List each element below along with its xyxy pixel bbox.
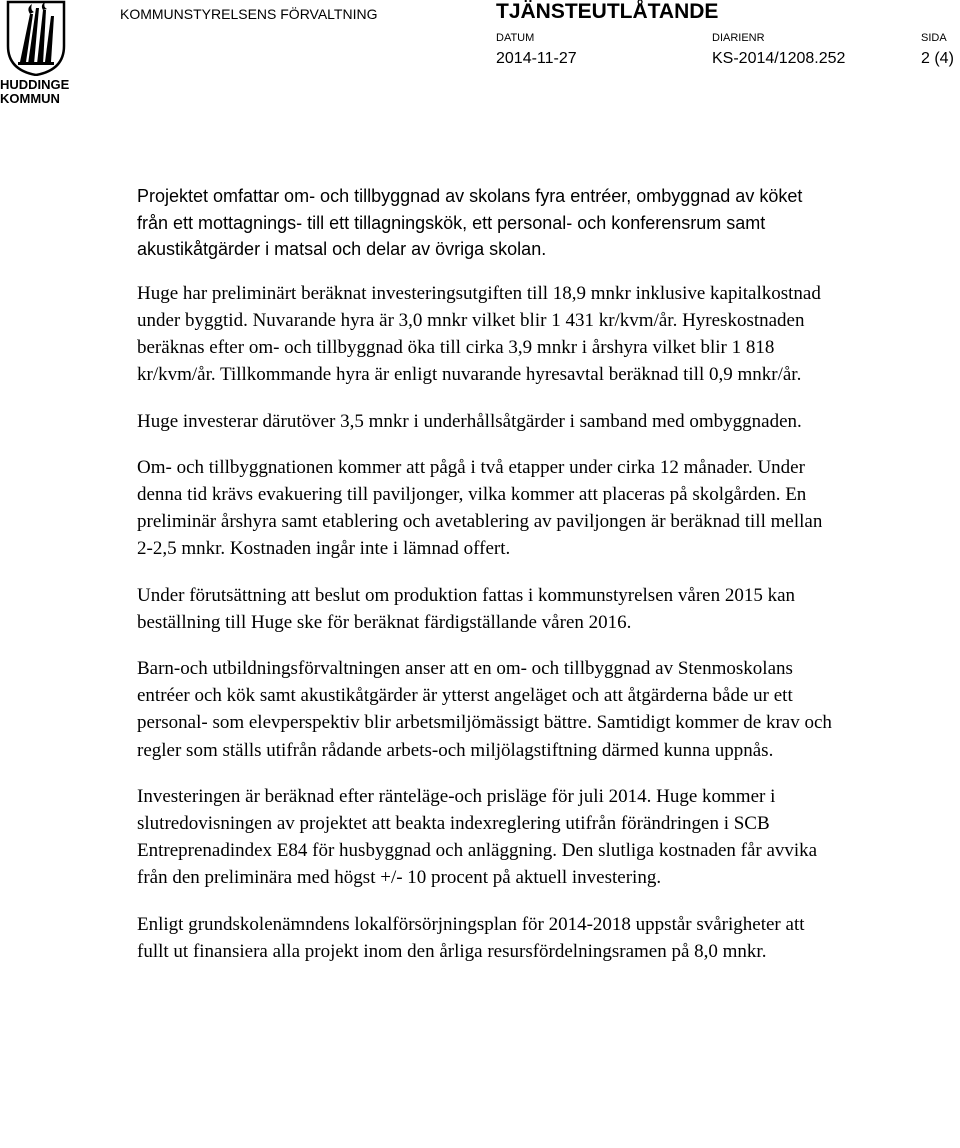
logo-line-1: HUDDINGE <box>0 77 70 92</box>
paragraph: Huge investerar därutöver 3,5 mnkr i underhållsåtgärder i samband med ombyggnaden. <box>137 410 802 432</box>
paragraph: Barn-och utbildningsförvaltningen anser att en om- och tillbyggnad av Stenmoskolans entréer och kök samt akustikåtgärder är ytterst angeläget och att åtgärderna både ur ett personal- som elevperspektiv blir arbetsmiljömässigt bättre. Samtidigt kommer de krav och regler som ställs utifrån rådande arbets-och miljölagstiftning därmed kunna uppnås. <box>137 658 832 761</box>
paragraph: Huge har preliminärt beräknat investeringsutgiften till 18,9 mnkr inklusive kapitalkostnad under byggtid. Nuvarande hyra är 3,0 mnkr vilket blir 1 431 kr/kvm/år. Hyreskostnaden beräknas efter om- och tillbyggnad öka till cirka 3,9 mnkr i årshyra vilket blir 1 818 kr/kvm/år. Tillkommande hyra är enligt nuvarande hyresavtal beräknad till 0,9 mnkr/år. <box>137 282 821 386</box>
huddinge-logo <box>0 0 72 108</box>
date-label: DATUM <box>496 32 535 44</box>
paragraph: Enligt grundskolenämndens lokalförsörjningsplan för 2014-2018 uppstår svårigheter att fullt ut finansiera alla projekt inom den årliga resursfördelningsramen på 8,0 mnkr. <box>137 913 805 962</box>
date-value: 2014-11-27 <box>496 50 577 67</box>
logo-line-2: KOMMUN <box>0 91 60 106</box>
diary-label: DIARIENR <box>712 32 765 44</box>
page-value: 2 (4) <box>921 50 954 67</box>
paragraph: Investeringen är beräknad efter ränteläge-och prisläge för juli 2014. Huge kommer i slutredovisningen av projektet att beakta indexreglering utifrån förändringen i SCB Entreprenadindex E84 för husbyggnad och anläggning. Den slutliga kostnaden får avvika från den preliminära med högst +/- 10 procent på aktuell investering. <box>137 785 818 889</box>
document-type: TJÄNSTEUTLÅTANDE <box>496 0 719 23</box>
paragraph: Om- och tillbyggnationen kommer att pågå i två etapper under cirka 12 månader. Under denna tid krävs evakuering till paviljonger, vilka kommer att placeras på skolgården. En preliminär årshyra samt etablering och avetablering av paviljongen är beräknad till mellan 2-2,5 mnkr. Kostnaden ingår inte i lämnad offert. <box>137 456 823 560</box>
paragraph: Under förutsättning att beslut om produktion fattas i kommunstyrelsen våren 2015 kan beställning till Huge ske för beräknat färdigställande våren 2016. <box>137 584 796 633</box>
organization-name: KOMMUNSTYRELSENS FÖRVALTNING <box>120 6 378 22</box>
logo-text <box>0 78 76 106</box>
diary-value: KS-2014/1208.252 <box>712 50 846 67</box>
page-label: SIDA <box>921 32 947 44</box>
paragraph: Projektet omfattar om- och tillbyggnad av skolans fyra entréer, ombyggnad av köket från ett mottagnings- till ett tillagningskök, ett personal- och konferensrum samt akustikåtgärder i matsal och delar av övriga skolan. <box>137 186 803 260</box>
coat-of-arms-icon <box>6 0 66 76</box>
document-body <box>137 183 837 984</box>
